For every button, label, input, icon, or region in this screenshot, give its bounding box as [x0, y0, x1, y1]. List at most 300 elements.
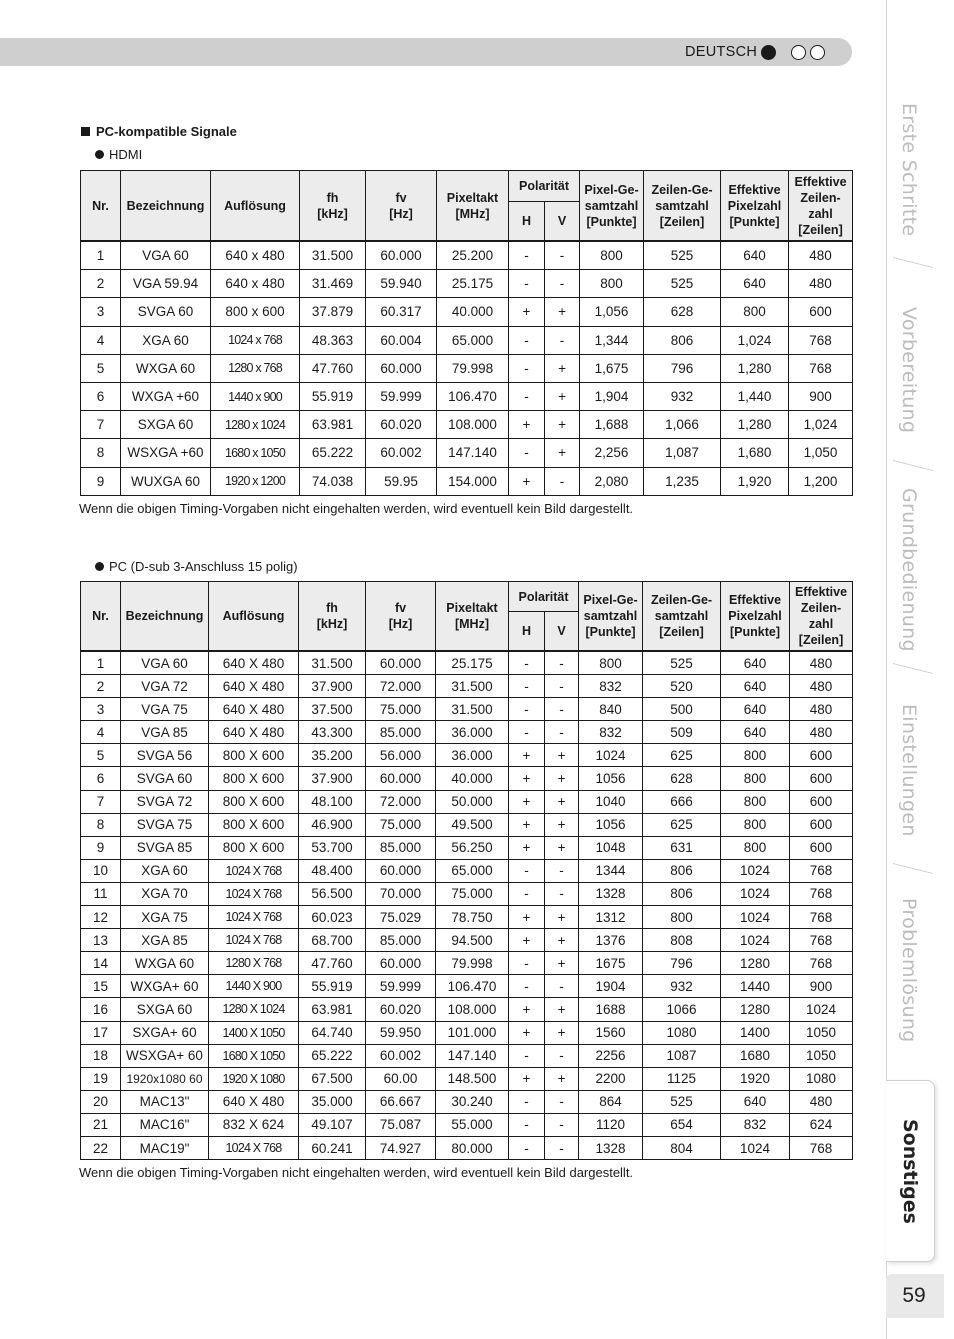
table-cell: + — [545, 998, 579, 1021]
table-cell: 1440 X 900 — [209, 975, 299, 998]
table-cell: 31.500 — [299, 651, 366, 675]
table-cell: 60.004 — [366, 326, 437, 354]
table-cell: 5 — [81, 354, 121, 382]
table-cell: 55.919 — [300, 382, 366, 410]
table-cell: + — [509, 1067, 545, 1090]
table-cell: WSXGA +60 — [121, 439, 211, 467]
table-cell: 520 — [643, 675, 721, 698]
table-cell: 80.000 — [436, 1136, 509, 1159]
table-cell: 72.000 — [366, 675, 436, 698]
table-cell: 8 — [81, 813, 121, 836]
table-cell: 640 — [721, 721, 790, 744]
table-cell: 67.500 — [299, 1067, 366, 1090]
table-cell: 1024 X 768 — [209, 906, 299, 929]
table-cell: 666 — [643, 790, 721, 813]
table-cell: 1,235 — [644, 467, 721, 495]
header-pixeltakt: Pixeltakt [MHz] — [436, 582, 509, 652]
table-cell: 60.002 — [366, 1044, 436, 1067]
table-cell: + — [545, 411, 580, 439]
table-cell: - — [545, 859, 579, 882]
table-cell: WXGA+ 60 — [121, 975, 209, 998]
language-label: DEUTSCH — [685, 44, 758, 60]
table-cell: 932 — [644, 382, 721, 410]
table-cell: 800 X 600 — [209, 790, 299, 813]
table-cell: 36.000 — [436, 721, 509, 744]
header-pixel-gesamtzahl: Pixel-Ge- samtzahl [Punkte] — [579, 582, 643, 652]
table-cell: 35.200 — [299, 744, 366, 767]
header-zeilen-gesamtzahl: Zeilen-Ge- samtzahl [Zeilen] — [644, 171, 721, 242]
table-cell: 808 — [643, 929, 721, 952]
table-cell: 22 — [81, 1136, 121, 1159]
table-cell: 3 — [81, 298, 121, 326]
table-cell: 1400 — [721, 1021, 790, 1044]
table-cell: - — [545, 467, 580, 495]
table-cell: 60.241 — [299, 1136, 366, 1159]
table-cell: 800 — [580, 241, 644, 270]
table-cell: 78.750 — [436, 906, 509, 929]
table-cell: 13 — [81, 929, 121, 952]
table-cell: 800 — [721, 813, 790, 836]
table-cell: 640 X 480 — [209, 721, 299, 744]
header-effektive-pixelzahl: Effektive Pixelzahl [Punkte] — [721, 171, 789, 242]
table-cell: 1376 — [579, 929, 643, 952]
table-cell: 1328 — [579, 882, 643, 905]
table-cell: 49.107 — [299, 1113, 366, 1136]
table-cell: SXGA+ 60 — [121, 1021, 209, 1044]
table-cell: 65.000 — [437, 326, 509, 354]
table-row — [81, 1021, 853, 1044]
table-cell: 40.000 — [437, 298, 509, 326]
table-cell: + — [509, 411, 545, 439]
table-cell: 1920 X 1080 — [209, 1067, 299, 1090]
table-cell: 75.000 — [366, 813, 436, 836]
tab-label-active: Sonstiges — [899, 1118, 921, 1224]
table-cell: 1920 x 1200 — [211, 467, 300, 495]
table-cell: 36.000 — [436, 744, 509, 767]
table-cell: 1087 — [643, 1044, 721, 1067]
header-fh: fh [kHz] — [300, 171, 366, 242]
table-cell: - — [545, 698, 579, 721]
table-cell: 768 — [790, 859, 853, 882]
header-polaritaet: Polarität — [509, 582, 579, 612]
table-cell: - — [509, 382, 545, 410]
table-cell: 108.000 — [436, 998, 509, 1021]
table-cell: 59.999 — [366, 975, 436, 998]
table-cell: 48.363 — [300, 326, 366, 354]
table-cell: 1024 x 768 — [211, 326, 300, 354]
table-row — [81, 326, 853, 354]
table-cell: + — [545, 836, 579, 859]
table-cell: - — [545, 1044, 579, 1067]
table-cell: 1280 — [721, 952, 790, 975]
table-cell: 37.500 — [299, 698, 366, 721]
table-cell: 640 X 480 — [209, 675, 299, 698]
table-cell: 31.469 — [300, 270, 366, 298]
table-cell: - — [509, 698, 545, 721]
table-cell: 75.000 — [436, 882, 509, 905]
table-row — [81, 952, 853, 975]
header-h: H — [509, 202, 545, 242]
table-cell: 2200 — [579, 1067, 643, 1090]
table-cell: SVGA 60 — [121, 767, 209, 790]
table-row — [81, 698, 853, 721]
table-cell: 48.400 — [299, 859, 366, 882]
table-cell: XGA 60 — [121, 326, 211, 354]
table-cell: 15 — [81, 975, 121, 998]
table-cell: 75.087 — [366, 1113, 436, 1136]
table-cell: + — [545, 929, 579, 952]
header-fh: fh [kHz] — [299, 582, 366, 652]
table-cell: SXGA 60 — [121, 411, 211, 439]
table-cell: 500 — [643, 698, 721, 721]
table-cell: 25.175 — [437, 270, 509, 298]
table-cell: 48.100 — [299, 790, 366, 813]
table-cell: 85.000 — [366, 721, 436, 744]
table-cell: - — [509, 952, 545, 975]
table-cell: 480 — [790, 651, 853, 675]
table-cell: 1024 — [579, 744, 643, 767]
table-cell: 525 — [643, 1090, 721, 1113]
table-cell: 31.500 — [300, 241, 366, 270]
table-cell: 106.470 — [436, 975, 509, 998]
language-indicator — [685, 42, 825, 62]
filled-circle-icon — [761, 45, 776, 60]
table-cell: 1050 — [790, 1044, 853, 1067]
tab-einstellungen[interactable] — [886, 670, 932, 870]
table-cell: 2 — [81, 270, 121, 298]
table-cell: 74.038 — [300, 467, 366, 495]
table-cell: 628 — [643, 767, 721, 790]
table-cell: 640 X 480 — [209, 651, 299, 675]
table-cell: - — [509, 1044, 545, 1067]
table-cell: 66.667 — [366, 1090, 436, 1113]
table-cell: 800 X 600 — [209, 767, 299, 790]
table-row — [81, 1044, 853, 1067]
table-cell: SXGA 60 — [121, 998, 209, 1021]
table-cell: + — [545, 952, 579, 975]
table-cell: 480 — [790, 1090, 853, 1113]
table-cell: 640 x 480 — [211, 241, 300, 270]
table-cell: SVGA 60 — [121, 298, 211, 326]
table-cell: XGA 85 — [121, 929, 209, 952]
tab-problemloesung[interactable] — [886, 870, 932, 1070]
table-cell: 1312 — [579, 906, 643, 929]
table-cell: 1,087 — [644, 439, 721, 467]
table-cell: 1,688 — [580, 411, 644, 439]
table-cell: 148.500 — [436, 1067, 509, 1090]
header-effektive-pixelzahl: Effektive Pixelzahl [Punkte] — [721, 582, 790, 652]
table-cell: 1680 — [721, 1044, 790, 1067]
table-cell: 1 — [81, 241, 121, 270]
table-cell: VGA 85 — [121, 721, 209, 744]
table-cell: 640 — [721, 241, 789, 270]
table-cell: 49.500 — [436, 813, 509, 836]
table-row — [81, 929, 853, 952]
table-cell: 1,920 — [721, 467, 789, 495]
table-cell: WXGA +60 — [121, 382, 211, 410]
header-bezeichnung: Bezeichnung — [121, 171, 211, 242]
table-cell: - — [509, 1136, 545, 1159]
table-cell: 806 — [644, 326, 721, 354]
table-cell: 1,680 — [721, 439, 789, 467]
table-cell: 1675 — [579, 952, 643, 975]
table-cell: WXGA 60 — [121, 952, 209, 975]
table-cell: 480 — [789, 270, 853, 298]
table-cell: 79.998 — [436, 952, 509, 975]
table-cell: 800 X 600 — [209, 836, 299, 859]
table-cell: 55.919 — [299, 975, 366, 998]
table-cell: 1440 x 900 — [211, 382, 300, 410]
table-cell: - — [545, 675, 579, 698]
table-cell: MAC13" — [121, 1090, 209, 1113]
table-cell: 1904 — [579, 975, 643, 998]
table-cell: SVGA 56 — [121, 744, 209, 767]
tab-grundbedienung[interactable] — [886, 470, 932, 670]
table-cell: 1066 — [643, 998, 721, 1021]
table-cell: - — [509, 721, 545, 744]
table-cell: 1 — [81, 651, 121, 675]
table-cell: 1024 — [721, 859, 790, 882]
table-cell: 1,024 — [721, 326, 789, 354]
table-cell: 11 — [81, 882, 121, 905]
table-cell: SVGA 72 — [121, 790, 209, 813]
table-cell: 1024 — [721, 929, 790, 952]
table-cell: 640 — [721, 651, 790, 675]
table-cell: 25.200 — [437, 241, 509, 270]
table-cell: 65.222 — [299, 1044, 366, 1067]
table-row — [81, 998, 853, 1021]
table-cell: + — [509, 767, 545, 790]
table-cell: 1125 — [643, 1067, 721, 1090]
table-cell: 47.760 — [300, 354, 366, 382]
table-cell: 68.700 — [299, 929, 366, 952]
table-cell: 4 — [81, 326, 121, 354]
table-row — [81, 1090, 853, 1113]
table-cell: XGA 70 — [121, 882, 209, 905]
table-cell: 7 — [81, 411, 121, 439]
table-cell: + — [509, 929, 545, 952]
table-cell: 640 X 480 — [209, 698, 299, 721]
table-cell: 525 — [644, 241, 721, 270]
table-row — [81, 1113, 853, 1136]
table-cell: 800 — [643, 906, 721, 929]
table-cell: + — [545, 1067, 579, 1090]
section-title — [81, 124, 237, 139]
table-cell: 600 — [790, 813, 853, 836]
table-cell: 20 — [81, 1090, 121, 1113]
table-cell: + — [545, 744, 579, 767]
page-number: 59 — [902, 1284, 926, 1307]
table-cell: 1,066 — [644, 411, 721, 439]
table-cell: VGA 72 — [121, 675, 209, 698]
table-cell: VGA 60 — [121, 241, 211, 270]
table-cell: 3 — [81, 698, 121, 721]
table-cell: 1120 — [579, 1113, 643, 1136]
table-cell: 1920x1080 60 — [121, 1067, 209, 1090]
table-row — [81, 767, 853, 790]
table-cell: - — [509, 270, 545, 298]
table-cell: 2,256 — [580, 439, 644, 467]
table-cell: 56.000 — [366, 744, 436, 767]
table-cell: + — [509, 744, 545, 767]
table-row — [81, 675, 853, 698]
table-cell: 800 — [721, 744, 790, 767]
table-cell: 50.000 — [436, 790, 509, 813]
table-cell: 60.00 — [366, 1067, 436, 1090]
table-cell: 840 — [579, 698, 643, 721]
table-cell: 800 X 600 — [209, 813, 299, 836]
table-cell: - — [509, 651, 545, 675]
section-title-text: PC-kompatible Signale — [96, 124, 237, 139]
header-pixel-gesamtzahl: Pixel-Ge- samtzahl [Punkte] — [580, 171, 644, 242]
table-cell: 768 — [790, 952, 853, 975]
table-cell: 19 — [81, 1067, 121, 1090]
table-cell: 1024 X 768 — [209, 929, 299, 952]
table-cell: 2 — [81, 675, 121, 698]
tab-label: Problemlösung — [898, 897, 920, 1043]
table-cell: 63.981 — [300, 411, 366, 439]
table-cell: - — [545, 326, 580, 354]
table-cell: 900 — [790, 975, 853, 998]
table-cell: - — [545, 1113, 579, 1136]
table-row — [81, 721, 853, 744]
table-row — [81, 882, 853, 905]
table-cell: 60.020 — [366, 998, 436, 1021]
pc-label: PC (D-sub 3-Anschluss 15 polig) — [109, 559, 298, 574]
table-cell: 1,675 — [580, 354, 644, 382]
table-cell: 1328 — [579, 1136, 643, 1159]
table-cell: + — [545, 1021, 579, 1044]
table-cell: 60.000 — [366, 651, 436, 675]
table-cell: - — [545, 975, 579, 998]
table-cell: 600 — [790, 767, 853, 790]
header-fv: fv [Hz] — [366, 171, 437, 242]
table-cell: 59.999 — [366, 382, 437, 410]
table-cell: + — [545, 790, 579, 813]
table-row — [81, 439, 853, 467]
table-cell: 47.760 — [299, 952, 366, 975]
table-cell: 800 — [721, 767, 790, 790]
table-cell: - — [509, 241, 545, 270]
table-cell: 600 — [790, 744, 853, 767]
table-cell: 60.000 — [366, 859, 436, 882]
table-cell: 1024 X 768 — [209, 882, 299, 905]
header-zeilen-gesamtzahl: Zeilen-Ge- samtzahl [Zeilen] — [643, 582, 721, 652]
table-cell: 60.020 — [366, 411, 437, 439]
table-cell: 768 — [790, 929, 853, 952]
table-row — [81, 744, 853, 767]
empty-circle-icon — [791, 45, 806, 60]
table-cell: 6 — [81, 767, 121, 790]
table-cell: 1024 — [721, 906, 790, 929]
table-row — [81, 241, 853, 270]
tab-sonstiges[interactable] — [886, 1080, 935, 1262]
header-effektive-zeilenzahl: Effektive Zeilen- zahl [Zeilen] — [789, 171, 853, 242]
table-cell: 1560 — [579, 1021, 643, 1044]
table-cell: 480 — [790, 721, 853, 744]
header-pixeltakt: Pixeltakt [MHz] — [437, 171, 509, 242]
table-cell: + — [509, 790, 545, 813]
header-v: V — [545, 612, 579, 652]
tab-label: Erste Schritte — [898, 103, 920, 237]
table-cell: 18 — [81, 1044, 121, 1067]
table-cell: 74.927 — [366, 1136, 436, 1159]
table-cell: 59.95 — [366, 467, 437, 495]
table-cell: 806 — [643, 882, 721, 905]
table-cell: 1056 — [579, 767, 643, 790]
table-cell: 72.000 — [366, 790, 436, 813]
table-cell: MAC16" — [121, 1113, 209, 1136]
table-cell: 1280 x 1024 — [211, 411, 300, 439]
table-cell: - — [545, 651, 579, 675]
table-cell: + — [545, 354, 580, 382]
table-row — [81, 354, 853, 382]
table-cell: 832 — [579, 675, 643, 698]
table-cell: 1056 — [579, 813, 643, 836]
table-cell: - — [509, 859, 545, 882]
table-row — [81, 382, 853, 410]
table-cell: 1344 — [579, 859, 643, 882]
table-row — [81, 411, 853, 439]
table-cell: - — [509, 354, 545, 382]
table-cell: 56.500 — [299, 882, 366, 905]
pc-signal-table — [80, 581, 853, 1160]
hdmi-note: Wenn die obigen Timing-Vorgaben nicht eingehalten werden, wird eventuell kein Bild dargestellt. — [79, 501, 634, 516]
table-cell: + — [545, 298, 580, 326]
table-cell: 1,200 — [789, 467, 853, 495]
tab-vorbereitung[interactable] — [886, 270, 932, 470]
table-cell: 480 — [789, 241, 853, 270]
table-cell: 53.700 — [299, 836, 366, 859]
table-cell: 154.000 — [437, 467, 509, 495]
table-cell: 640 — [721, 698, 790, 721]
table-cell: WUXGA 60 — [121, 467, 211, 495]
table-cell: 40.000 — [436, 767, 509, 790]
table-cell: 60.000 — [366, 952, 436, 975]
table-cell: 625 — [643, 813, 721, 836]
table-cell: 1,440 — [721, 382, 789, 410]
table-cell: 59.940 — [366, 270, 437, 298]
table-row — [81, 859, 853, 882]
round-bullet-icon — [95, 562, 104, 571]
table-row — [81, 975, 853, 998]
table-cell: 63.981 — [299, 998, 366, 1021]
header-aufloesung: Auflösung — [211, 171, 300, 242]
table-cell: - — [509, 1090, 545, 1113]
hdmi-subtitle — [95, 147, 142, 162]
table-cell: 25.175 — [436, 651, 509, 675]
table-cell: 31.500 — [436, 675, 509, 698]
table-cell: 60.000 — [366, 767, 436, 790]
table-cell: 60.317 — [366, 298, 437, 326]
table-cell: 9 — [81, 836, 121, 859]
table-cell: 832 — [579, 721, 643, 744]
table-cell: 900 — [789, 382, 853, 410]
table-cell: VGA 60 — [121, 651, 209, 675]
table-cell: 1,280 — [721, 411, 789, 439]
table-cell: 12 — [81, 906, 121, 929]
table-cell: 9 — [81, 467, 121, 495]
table-cell: 60.002 — [366, 439, 437, 467]
tab-erste-schritte[interactable] — [886, 70, 932, 270]
table-row — [81, 467, 853, 495]
table-cell: 654 — [643, 1113, 721, 1136]
table-cell: WSXGA+ 60 — [121, 1044, 209, 1067]
header-fv: fv [Hz] — [366, 582, 436, 652]
table-cell: 2256 — [579, 1044, 643, 1067]
table-cell: 796 — [644, 354, 721, 382]
table-cell: 768 — [789, 326, 853, 354]
